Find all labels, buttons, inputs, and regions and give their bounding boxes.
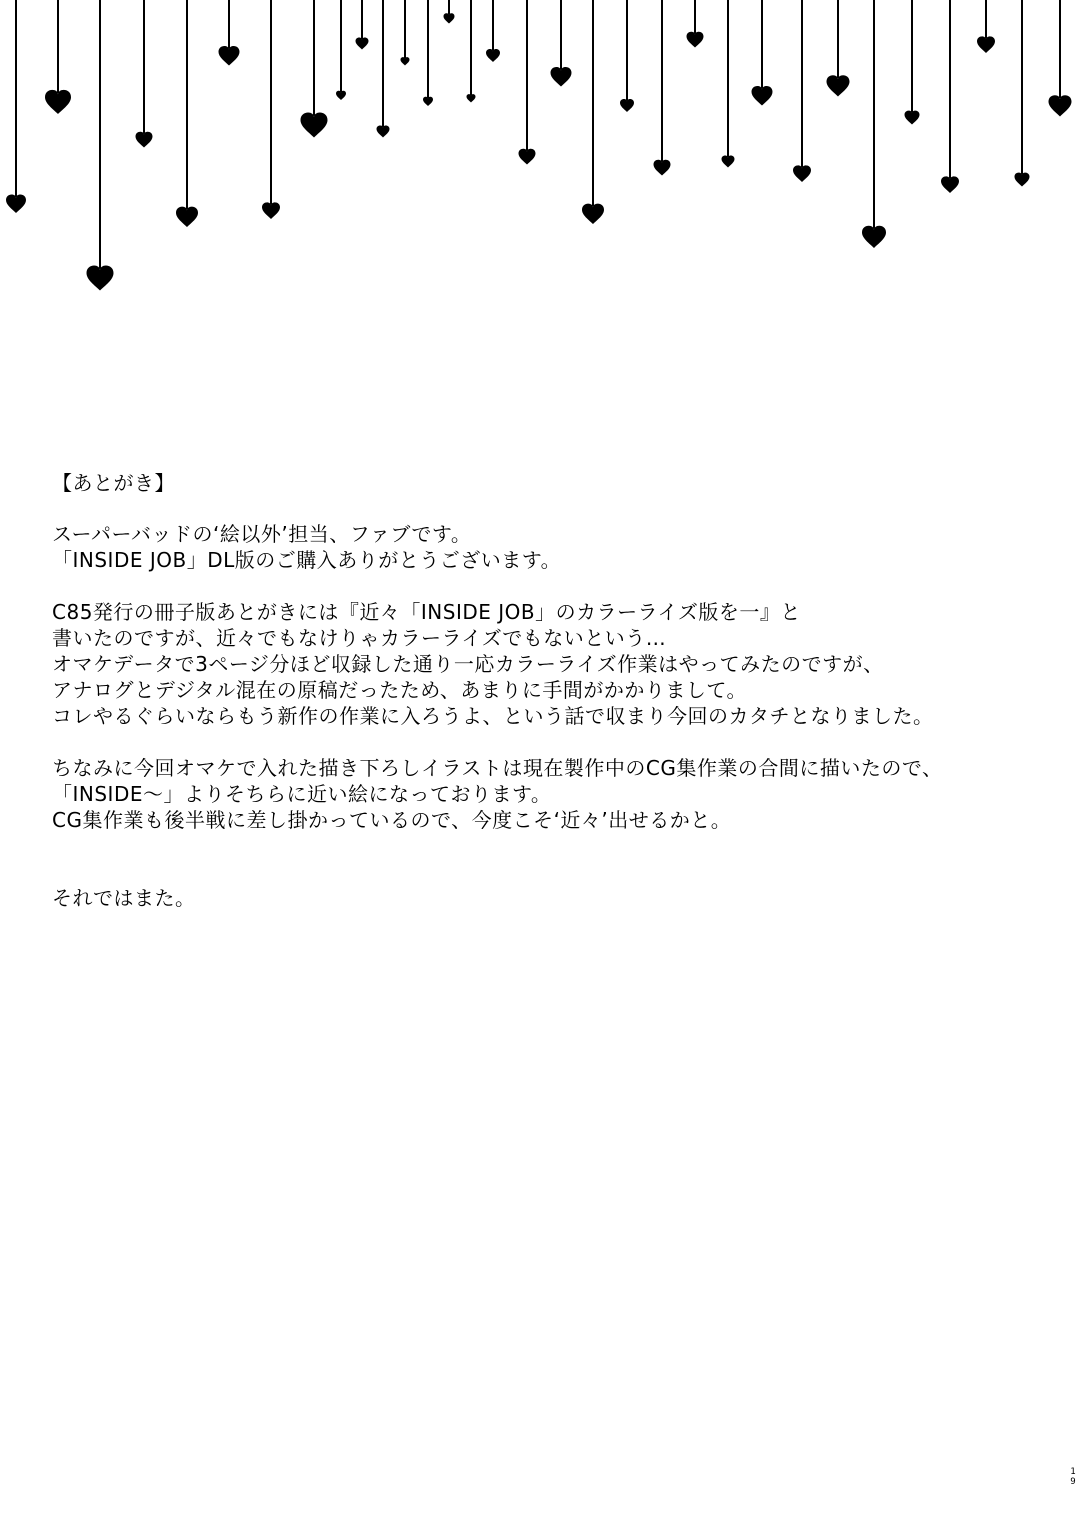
afterword-paragraph-3	[52, 755, 1062, 833]
heart-icon	[977, 36, 995, 53]
heart-icon	[905, 111, 920, 125]
text-line: スーパーバッドの‘絵以外’担当、ファブです。	[52, 522, 472, 546]
heart-icon	[654, 160, 671, 176]
heart-icon	[941, 176, 959, 193]
text-line: 書いたのですが、近々でもなけりゃカラーライズでもないという…	[52, 626, 667, 650]
text-line: 「INSIDE JOB」DL版のご購入ありがとうございます。	[52, 548, 562, 572]
text-line: ちなみに今回オマケで入れた描き下ろしイラストは現在製作中のCG集作業の合間に描いたので、	[52, 756, 943, 780]
heart-icon	[551, 67, 572, 86]
afterword-text	[52, 470, 1062, 911]
heart-icon	[862, 226, 886, 248]
heart-icon	[336, 91, 346, 100]
heart-icon	[582, 204, 604, 224]
afterword-closing: それではまた。	[52, 886, 196, 910]
text-line: 「INSIDE～」よりそちらに近い絵になっております。	[52, 782, 552, 806]
heart-icon	[219, 46, 240, 65]
heart-icon	[1015, 173, 1030, 187]
heart-icon	[687, 32, 704, 48]
heart-icon	[486, 49, 500, 62]
heart-icon	[1049, 95, 1072, 116]
hanging-hearts-decoration	[0, 0, 1080, 300]
heart-icon	[176, 207, 198, 227]
heart-icon	[519, 149, 536, 165]
heart-icon	[401, 57, 410, 65]
heart-icon	[793, 165, 811, 182]
text-line: アナログとデジタル混在の原稿だったため、あまりに手間がかかりまして。	[52, 678, 747, 702]
page-number: 19	[1070, 1467, 1076, 1487]
heart-icon	[423, 97, 433, 106]
heart-icon	[620, 99, 634, 112]
heart-icon	[301, 112, 328, 137]
heart-icon	[377, 125, 390, 137]
heart-icon	[136, 132, 153, 148]
text-line: CG集作業も後半戦に差し掛かっているので、今度こそ‘近々’出せるかと。	[52, 808, 732, 832]
heart-icon	[827, 75, 850, 96]
afterword-paragraph-2	[52, 599, 1062, 729]
heart-icon	[467, 94, 476, 102]
heart-icon	[356, 37, 369, 49]
text-line: C85発行の冊子版あとがきには『近々「INSIDE JOB」のカラーライズ版を一』と	[52, 600, 801, 624]
heart-icon	[262, 202, 280, 219]
heart-icon	[87, 265, 114, 290]
text-line: コレやるぐらいならもう新作の作業に入ろうよ、という話で収まり今回のカタチとなりました。	[52, 704, 934, 728]
heart-icon	[722, 155, 735, 167]
heart-icon	[752, 86, 773, 105]
text-line: オマケデータで3ページ分ほど収録した通り一応カラーライズ作業はやってみたのですが、	[52, 652, 884, 676]
heart-icon	[45, 90, 71, 114]
afterword-heading: 【あとがき】	[52, 471, 175, 495]
heart-icon	[6, 194, 26, 213]
heart-icon	[444, 13, 455, 23]
afterword-paragraph-1	[52, 521, 1062, 573]
